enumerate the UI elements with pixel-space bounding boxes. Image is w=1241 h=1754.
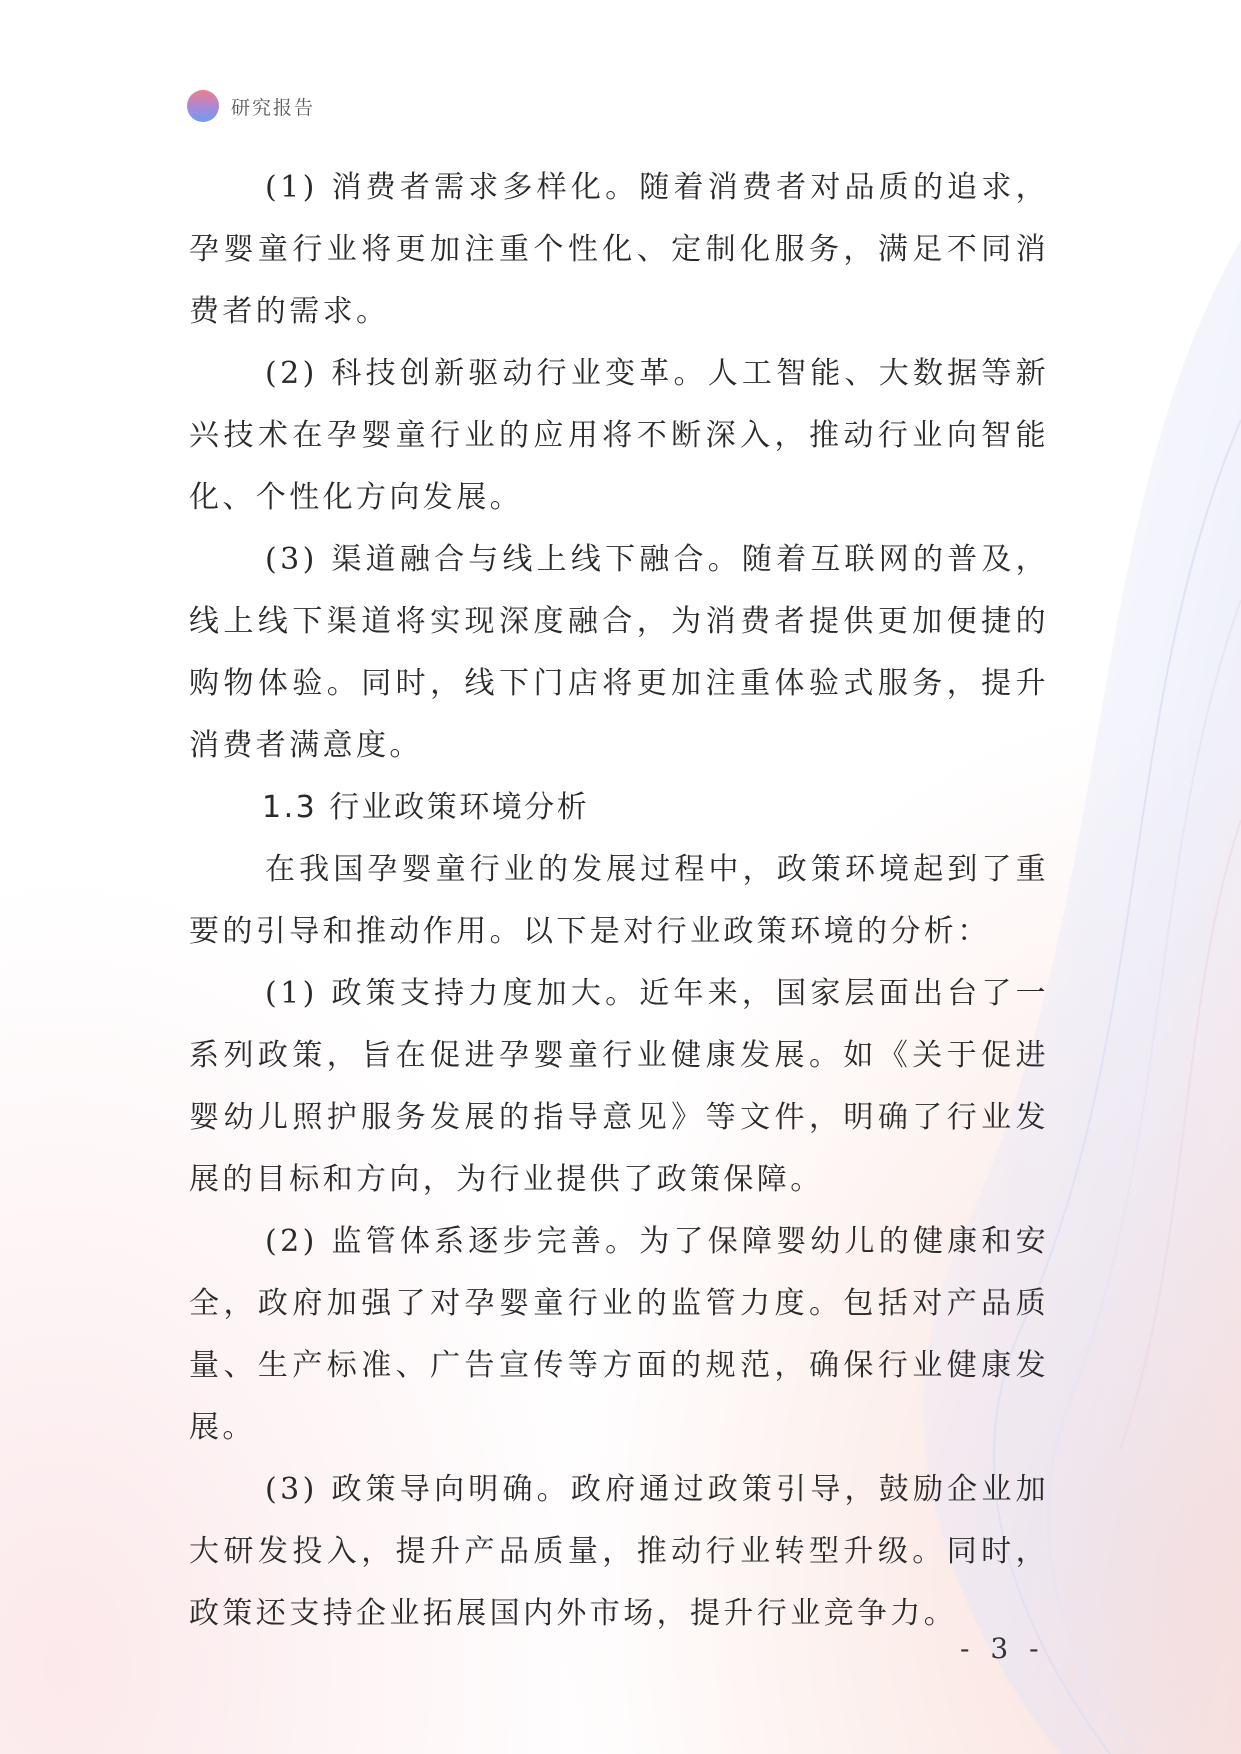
header-title: 研究报告	[231, 96, 316, 119]
document-body	[189, 157, 1049, 1645]
paragraph-trend-1: (1) 消费者需求多样化。随着消费者对品质的追求，孕婴童行业将更加注重个性化、定制化服务，满足不同消费者的需求。	[189, 170, 1049, 329]
paragraph-trend-3: (3) 渠道融合与线上线下融合。随着互联网的普及，线上线下渠道将实现深度融合，为消费者提供更加便捷的购物体验。同时，线下门店将更加注重体验式服务，提升消费者满意度。	[189, 542, 1049, 763]
policy-item-1: (1) 政策支持力度加大。近年来，国家层面出台了一系列政策，旨在促进孕婴童行业健康发展。如《关于促进婴幼儿照护服务发展的指导意见》等文件，明确了行业发展的目标和方向，为行业提供了政策保障。	[189, 976, 1049, 1197]
section-heading: 1.3 行业政策环境分析	[262, 790, 590, 825]
policy-item-2: (2) 监管体系逐步完善。为了保障婴幼儿的健康和安全，政府加强了对孕婴童行业的监管力度。包括对产品质量、生产标准、广告宣传等方面的规范，确保行业健康发展。	[189, 1224, 1049, 1445]
section-intro: 在我国孕婴童行业的发展过程中，政策环境起到了重要的引导和推动作用。以下是对行业政策环境的分析：	[189, 852, 1049, 949]
paragraph-trend-2: (2) 科技创新驱动行业变革。人工智能、大数据等新兴技术在孕婴童行业的应用将不断深入，推动行业向智能化、个性化方向发展。	[189, 356, 1049, 515]
page-number: - 3 -	[960, 1632, 1045, 1665]
policy-item-3: (3) 政策导向明确。政府通过政策引导，鼓励企业加大研发投入，提升产品质量，推动行业转型升级。同时，政策还支持企业拓展国内外市场，提升行业竞争力。	[189, 1472, 1049, 1631]
report-header	[187, 88, 315, 124]
logo-circle-icon	[187, 90, 219, 122]
